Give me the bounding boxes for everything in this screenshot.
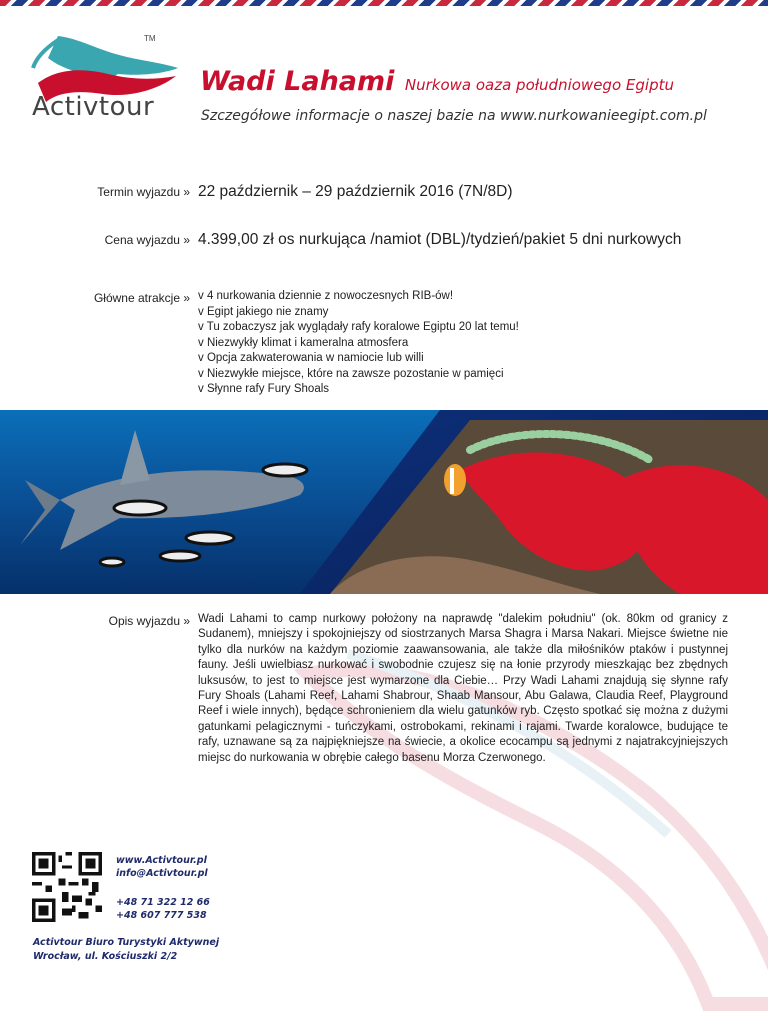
date-label: Termin wyjazdu »: [97, 185, 190, 199]
trademark-mark: TM: [144, 34, 156, 43]
trip-description: Wadi Lahami to camp nurkowy położony na naprawdę "dalekim południu" (ok. 80km od granicy z Sudanem), mniejszy i spokojniejszy od siostrzanych Marsa Shagra i Marsa Nakari. Miejsce świetne nie tylko dla nurków na każdym poziomie zaawansowania, ale także dla miłośników ptaków i pustynnej fauny. Jeśli uwielbiasz nurkować i swobodnie czujesz się na łonie przyrody mieszkając bez zbędnych luksusów, to jest to miejsce jest wymarzone dla Ciebie… Przy Wadi Lahami znajdują się słynne rafy Fury Shoals (Lahami Reef, Lahami Shabrour, Shaab Mansour, Abu Galawa, Claudia Reef, Playground Reef i wiele innych), będące schronieniem dla wielu gatunków ryb. Często spotkać się można z dużymi gatunkami pelagicznymi - tuńczykami, ostrobokami, rekinami i rajami. Twarde koralowce, budujące te rafy, uznawane są za najpiękniejsze na świecie, a okolice ecocampu są jednymi z najatrakcyjniejszych miejsc do nurkowania w obrębie całego basenu Morza Czerwonego.: [198, 613, 728, 764]
attraction-item: v Egipt jakiego nie znamy: [198, 305, 329, 318]
title-main: Wadi Lahami: [200, 66, 395, 97]
attractions-label: Główne atrakcje »: [93, 291, 190, 305]
diving-photo-banner: [0, 410, 768, 594]
attraction-item: v Tu zobaczysz jak wyglądały rafy koralowe Egiptu 20 lat temu!: [198, 321, 519, 333]
description-label: Opis wyjazdu »: [108, 614, 190, 628]
brand-name: Activtour: [32, 92, 155, 122]
contact-phones: [116, 896, 210, 922]
attraction-item: v Opcja zakwaterowania w namiocie lub willi: [198, 352, 424, 364]
attraction-item: v Niezwykłe miejsce, które na zawsze pozostanie w pamięci: [198, 367, 504, 380]
attractions-list: [198, 289, 519, 398]
attraction-item: v Niezwykły klimat i kameralna atmosfera: [198, 336, 409, 349]
company-address: Wrocław, ul. Kościuszki 2/2: [33, 951, 178, 962]
qr-code: [30, 852, 104, 922]
page-title: [200, 66, 674, 97]
contact-web: [116, 854, 208, 880]
attraction-item: v 4 nurkowania dziennie z nowoczesnych RIB-ów!: [198, 290, 454, 302]
email-link[interactable]: info@Activtour.pl: [116, 868, 208, 879]
company-name: Activtour Biuro Turystyki Aktywnej: [33, 937, 220, 948]
title-sub: Nurkowa oaza południowego Egiptu: [404, 76, 674, 94]
website-link[interactable]: www.Activtour.pl: [116, 855, 207, 866]
price-label: Cena wyjazdu »: [104, 233, 190, 247]
date-value: 22 październik – 29 październik 2016 (7N/8D): [198, 183, 513, 200]
phone-1: +48 71 322 12 66: [116, 897, 210, 908]
price-value: 4.399,00 zł os nurkująca /namiot (DBL)/tydzień/pakiet 5 dni nurkowych: [198, 231, 682, 248]
phone-2: +48 607 777 538: [116, 910, 207, 921]
attraction-item: v Słynne rafy Fury Shoals: [198, 383, 330, 395]
subtitle: Szczegółowe informacje o naszej bazie na www.nurkowanieegipt.com.pl: [201, 108, 707, 124]
top-stripe-border: [0, 0, 768, 6]
